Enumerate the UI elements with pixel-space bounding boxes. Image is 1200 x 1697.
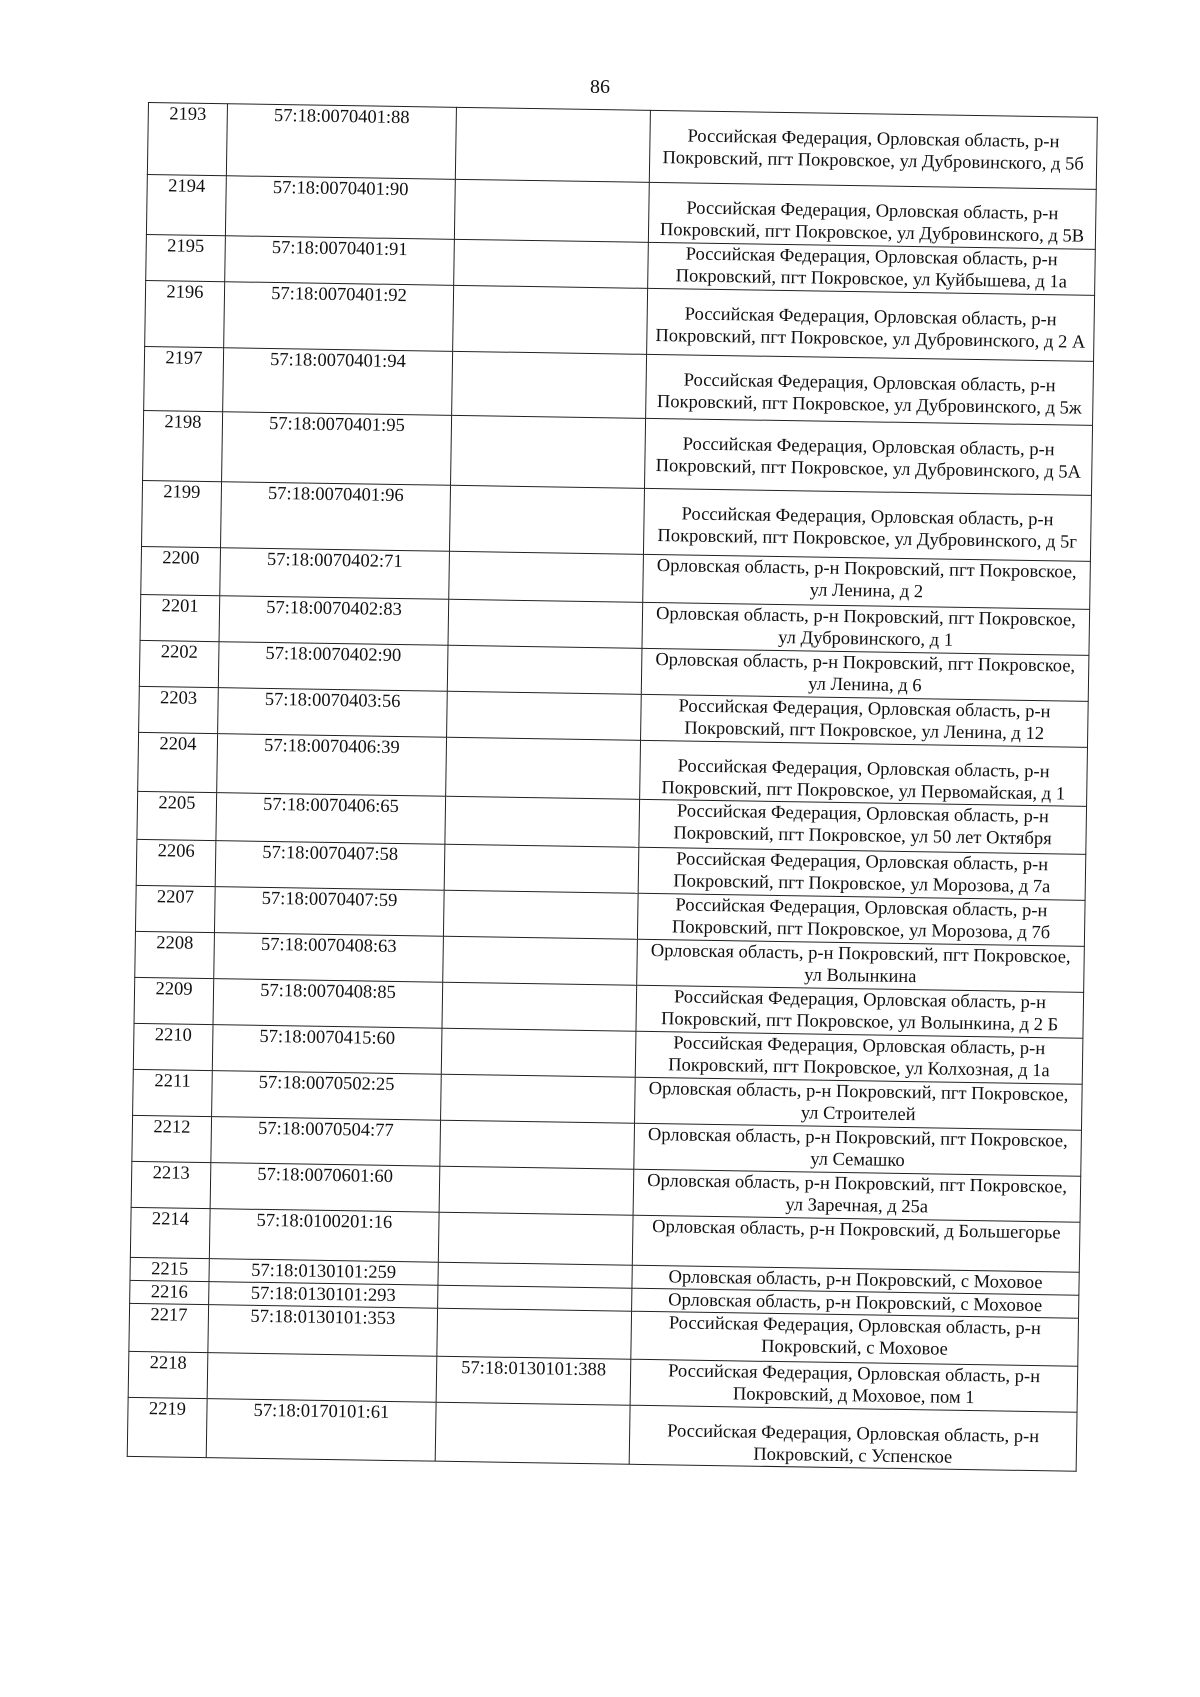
address: Российская Федерация, Орловская область, р-н Покровский, пгт Покровское, ул Колхозная, д 1а: [635, 1031, 1083, 1084]
cadastral-number-secondary: [435, 1402, 630, 1464]
address: Российская Федерация, Орловская область, р-н Покровский, с Успенское: [629, 1405, 1077, 1471]
cadastral-number-secondary: [445, 796, 640, 847]
row-number: 2202: [139, 640, 219, 687]
registry-table: [127, 102, 1098, 1472]
address: Российская Федерация, Орловская область, р-н Покровский, пгт Покровское, ул Морозова, д 7а: [638, 847, 1086, 900]
cadastral-number: 57:18:0070401:88: [226, 104, 456, 180]
address: Российская Федерация, Орловская область, р-н Покровский, пгт Покровское, ул Ленина, д 12: [641, 694, 1089, 747]
address: Российская Федерация, Орловская область, р-н Покровский, пгт Покровское, ул Дубровинского, д 5В: [648, 182, 1096, 249]
cadastral-number-secondary: [438, 1212, 633, 1265]
cadastral-number-secondary: [444, 844, 639, 893]
address: Российская Федерация, Орловская область, р-н Покровский, пгт Покровское, ул Дубровинского, д 2 А: [647, 288, 1095, 361]
address: Российская Федерация, Орловская область, р-н Покровский, пгт Покровское, ул Куйбышева, д 1а: [648, 242, 1096, 295]
cadastral-number: 57:18:0070401:91: [225, 236, 455, 286]
row-number: 2196: [145, 280, 225, 347]
address: Российская Федерация, Орловская область, р-н Покровский, пгт Покровское, ул Морозова, д 7б: [637, 893, 1085, 946]
row-number: 2204: [138, 732, 218, 792]
row-number: 2198: [143, 410, 223, 481]
cadastral-number: 57:18:0070408:63: [214, 933, 444, 983]
cadastral-number-secondary: [440, 1120, 635, 1169]
address: Орловская область, р-н Покровский, с Моховое: [632, 1265, 1079, 1295]
row-number: 2210: [133, 1023, 213, 1070]
address: Российская Федерация, Орловская область, р-н Покровский, пгт Покровское, ул 50 лет Октября: [639, 799, 1087, 854]
cadastral-number-secondary: [443, 890, 638, 939]
row-number: 2219: [127, 1397, 207, 1457]
cadastral-number: 57:18:0070502:25: [212, 1071, 442, 1121]
cadastral-number: 57:18:0070504:77: [211, 1117, 441, 1167]
address: Российская Федерация, Орловская область, р-н Покровский, пгт Покровское, ул Волынкина, д 2 Б: [636, 985, 1084, 1038]
cadastral-number-secondary: [439, 1166, 634, 1215]
cadastral-number-secondary: [443, 936, 638, 985]
address: Орловская область, р-н Покровский, пгт Покровское, ул Волынкина: [637, 939, 1085, 992]
address: Орловская область, р-н Покровский, пгт Покровское, ул Ленина, д 2: [643, 554, 1091, 609]
cadastral-number-secondary: [446, 737, 641, 799]
address: Российская Федерация, Орловская область, р-н Покровский, с Моховое: [631, 1311, 1079, 1366]
cadastral-number-secondary: [448, 599, 643, 648]
address: Орловская область, р-н Покровский, пгт Покровское, ул Строителей: [635, 1077, 1083, 1130]
page-number: 86: [590, 76, 610, 98]
address: Российская Федерация, Орловская область, р-н Покровский, д Моховое, пом 1: [630, 1359, 1078, 1412]
cadastral-number: 57:18:0070402:83: [219, 596, 449, 646]
cadastral-number: 57:18:0070401:92: [224, 282, 454, 352]
address: Орловская область, р-н Покровский, пгт Покровское, ул Ленина, д 6: [641, 648, 1089, 701]
cadastral-number: 57:18:0070401:94: [223, 348, 453, 416]
cadastral-number-secondary: [437, 1308, 632, 1359]
row-number: 2214: [130, 1207, 210, 1258]
address: Орловская область, р-н Покровский, д Большегорье: [632, 1215, 1080, 1272]
cadastral-number-secondary: 57:18:0130101:388: [436, 1356, 631, 1405]
cadastral-number-secondary: [449, 485, 644, 554]
cadastral-number-secondary: [447, 691, 642, 740]
row-number: 2209: [134, 977, 214, 1024]
cadastral-number-secondary: [454, 239, 649, 288]
row-number: 2194: [146, 174, 226, 235]
cadastral-number-secondary: [441, 1074, 636, 1123]
row-number: 2213: [131, 1161, 211, 1208]
cadastral-number: 57:18:0070407:58: [215, 841, 445, 891]
cadastral-number: 57:18:0070401:95: [222, 412, 452, 486]
cadastral-number: 57:18:0130101:293: [209, 1282, 438, 1309]
cadastral-number-secondary: [453, 285, 648, 354]
address: Российская Федерация, Орловская область, р-н Покровский, пгт Покровское, ул Дубровинского, д 5г: [643, 488, 1091, 561]
cadastral-number: 57:18:0070406:39: [217, 734, 447, 797]
row-number: 2197: [144, 346, 224, 411]
row-number: 2203: [139, 686, 219, 733]
row-number: 2215: [130, 1257, 209, 1281]
cadastral-number: [207, 1353, 437, 1403]
row-number: 2212: [132, 1115, 212, 1162]
cadastral-number-secondary: [447, 645, 642, 694]
cadastral-number: 57:18:0100201:16: [209, 1209, 439, 1263]
cadastral-number-secondary: [438, 1262, 632, 1288]
address: Российская Федерация, Орловская область, р-н Покровский, пгт Покровское, ул Дубровинского, д 5б: [649, 110, 1097, 189]
cadastral-number-secondary: [449, 551, 644, 602]
row-number: 2193: [147, 103, 227, 176]
row-number: 2205: [137, 791, 217, 840]
cadastral-number: 57:18:0070401:96: [221, 482, 451, 552]
cadastral-number-secondary: [438, 1285, 632, 1311]
cadastral-number: 57:18:0130101:353: [208, 1305, 438, 1357]
cadastral-number: 57:18:0130101:259: [209, 1259, 438, 1286]
cadastral-number: 57:18:0070407:59: [214, 887, 444, 937]
address: Российская Федерация, Орловская область, р-н Покровский, пгт Покровское, ул Дубровинского, д 5ж: [646, 354, 1094, 425]
cadastral-number-secondary: [451, 415, 646, 488]
cadastral-number-secondary: [442, 982, 637, 1031]
cadastral-number-secondary: [441, 1028, 636, 1077]
address: Орловская область, р-н Покровский, пгт Покровское, ул Заречная, д 25а: [633, 1169, 1081, 1222]
cadastral-number: 57:18:0070402:71: [220, 548, 450, 600]
address: Орловская область, р-н Покровский, пгт Покровское, ул Дубровинского, д 1: [642, 602, 1090, 655]
address: Орловская область, р-н Покровский, с Моховое: [632, 1288, 1079, 1318]
row-number: 2206: [136, 839, 216, 886]
address: Российская Федерация, Орловская область, р-н Покровский, пгт Покровское, ул Дубровинского, д 5А: [644, 418, 1092, 495]
row-number: 2217: [129, 1303, 209, 1352]
row-number: 2216: [130, 1280, 209, 1304]
address: Российская Федерация, Орловская область, р-н Покровский, пгт Покровское, ул Первомайская, д 1: [640, 740, 1088, 806]
cadastral-number: 57:18:0070403:56: [218, 688, 448, 738]
row-number: 2201: [140, 594, 220, 641]
cadastral-number: 57:18:0070406:65: [216, 793, 446, 845]
row-number: 2211: [133, 1069, 213, 1116]
cadastral-number: 57:18:0070601:60: [210, 1163, 440, 1213]
address: Орловская область, р-н Покровский, пгт Покровское, ул Семашко: [634, 1123, 1082, 1176]
row-number: 2199: [142, 480, 222, 547]
cadastral-number: 57:18:0070401:90: [225, 176, 455, 240]
cadastral-number-secondary: [452, 351, 647, 418]
cadastral-number-secondary: [454, 179, 649, 242]
row-number: 2218: [128, 1351, 208, 1398]
cadastral-number: 57:18:0070408:85: [213, 979, 443, 1029]
row-number: 2208: [135, 931, 215, 978]
cadastral-number-secondary: [455, 107, 650, 182]
cadastral-number: 57:18:0170101:61: [206, 1399, 436, 1462]
cadastral-number: 57:18:0070415:60: [212, 1025, 442, 1075]
row-number: 2207: [135, 885, 215, 932]
row-number: 2200: [141, 546, 221, 595]
cadastral-number: 57:18:0070402:90: [218, 642, 448, 692]
row-number: 2195: [146, 234, 226, 281]
